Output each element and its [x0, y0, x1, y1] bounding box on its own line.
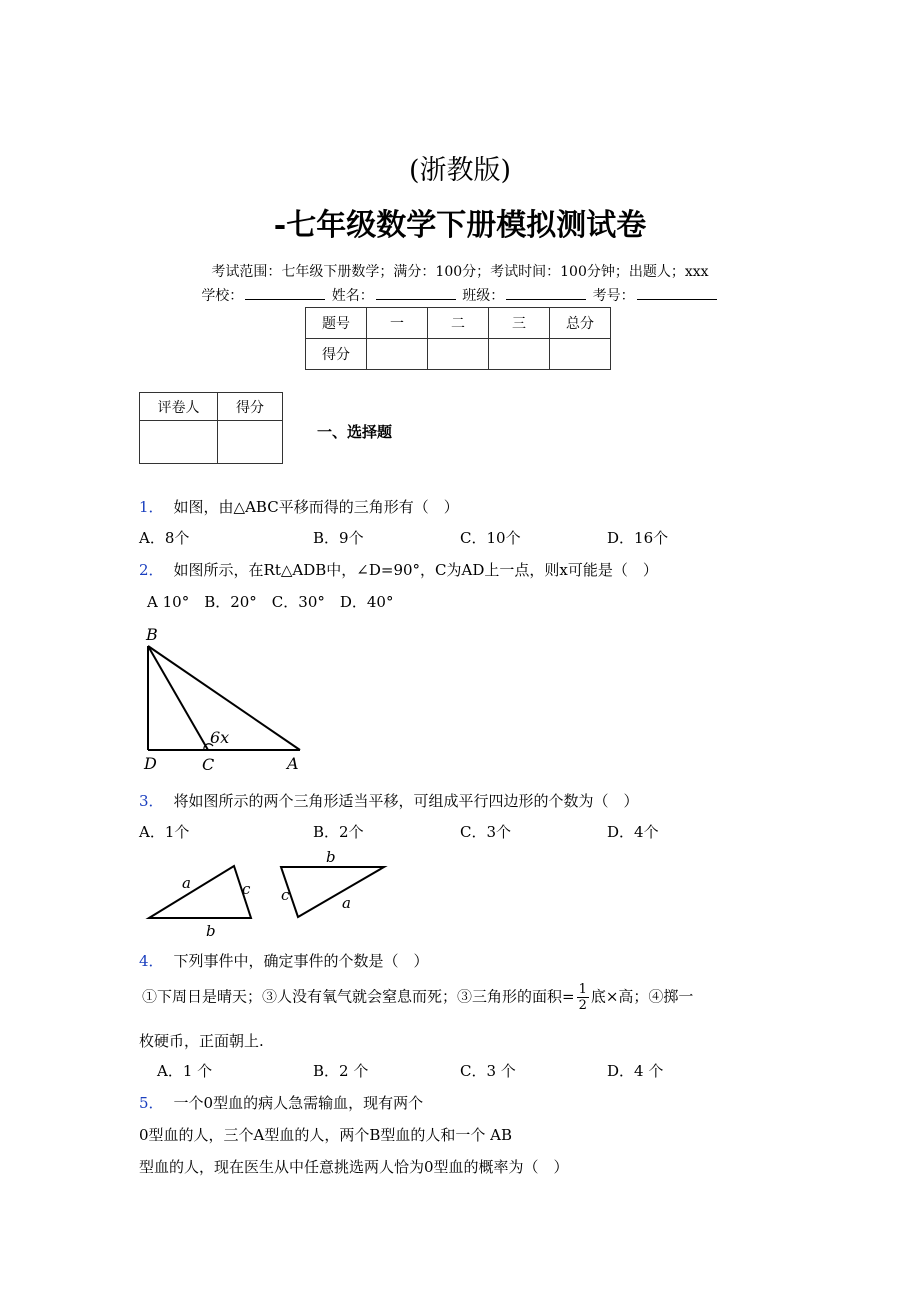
question-text: 将如图所示的两个三角形适当平移，可组成平行四边形的个数为（ ）: [173, 792, 639, 810]
question-number: 1．: [139, 498, 164, 516]
question-5-line-2: 0型血的人，三个A型血的人，两个B型血的人和一个 AB: [139, 1126, 513, 1144]
score-header-cell: 一: [367, 308, 428, 339]
class-label: 班级：: [462, 288, 505, 304]
school-blank[interactable]: [245, 285, 325, 300]
name-label: 姓名：: [331, 288, 374, 304]
score-cell[interactable]: [550, 339, 611, 370]
question-text: 如图所示，在Rt△ADB中，∠D=90°，C为AD上一点，则x可能是（ ）: [173, 561, 658, 579]
vertex-label-d: D: [144, 754, 157, 773]
score-header-cell: 题号: [306, 308, 367, 339]
question-text: 如图，由△ABC平移而得的三角形有（ ）: [173, 498, 459, 516]
question-5-line-3: 型血的人，现在医生从中任意挑选两人恰为0型血的概率为（ ）: [139, 1158, 569, 1176]
question-4-statements: [142, 982, 693, 1013]
triangle-figure-q2: [138, 622, 318, 774]
option-d[interactable]: D．4个: [607, 823, 659, 841]
score-header-cell: 三: [489, 308, 550, 339]
score-row-label: 得分: [306, 339, 367, 370]
side-label-b: b: [206, 922, 216, 940]
question-text: 下列事件中，确定事件的个数是（ ）: [173, 952, 429, 970]
score-header-cell: 二: [428, 308, 489, 339]
statement-text: ①下周日是晴天；③人没有氧气就会窒息而死；③三角形的面积=: [142, 987, 575, 1006]
score-cell[interactable]: [489, 339, 550, 370]
question-1: [139, 496, 459, 517]
number-blank[interactable]: [637, 285, 717, 300]
score-table: [305, 307, 611, 370]
option-c[interactable]: C．3 个: [460, 1062, 516, 1080]
grader-score-header: 得分: [218, 393, 283, 421]
grader-cell[interactable]: [140, 421, 218, 464]
triangles-figure-q3: [140, 848, 390, 940]
number-label: 考号：: [592, 288, 635, 304]
option-b[interactable]: B．2 个: [313, 1062, 369, 1080]
exam-title: -七年级数学下册模拟测试卷: [273, 208, 647, 243]
option-d[interactable]: D．4 个: [607, 1062, 664, 1080]
question-number: 5．: [139, 1094, 164, 1112]
question-number: 2．: [139, 561, 164, 579]
question-number: 4．: [139, 952, 164, 970]
question-5: [139, 1092, 423, 1113]
question-number: 3．: [139, 792, 164, 810]
option-a[interactable]: A．1个: [139, 823, 190, 841]
option-a[interactable]: A．1 个: [157, 1062, 213, 1080]
side-label-c: c: [281, 886, 290, 904]
fraction-denominator: 2: [578, 998, 587, 1013]
option-c[interactable]: C．3个: [460, 823, 512, 841]
fraction-one-half: [577, 982, 589, 1013]
option-b[interactable]: B．9个: [313, 529, 364, 547]
side-label-b: b: [326, 848, 336, 866]
angle-label: 6x: [210, 728, 230, 747]
option-d[interactable]: D．16个: [607, 529, 669, 547]
section-heading: 一、选择题: [317, 423, 393, 441]
edition-label: (浙教版): [408, 155, 512, 186]
option-a[interactable]: A．8个: [139, 529, 190, 547]
vertex-label-c: C: [202, 755, 215, 774]
name-blank[interactable]: [376, 285, 456, 300]
question-2: [139, 559, 658, 580]
question-4-statements-cont: 枚硬币，正面朝上.: [139, 1032, 264, 1050]
class-blank[interactable]: [506, 285, 586, 300]
option-b[interactable]: B．2个: [313, 823, 364, 841]
score-cell[interactable]: [367, 339, 428, 370]
option-c[interactable]: C．10个: [460, 529, 521, 547]
exam-info: 考试范围：七年级下册数学；满分：100分；考试时间：100分钟；出题人；xxx: [211, 264, 709, 280]
question-text: 一个0型血的病人急需输血，现有两个: [173, 1094, 424, 1112]
statement-text: 底×高；④掷一: [590, 987, 694, 1006]
question-3: [139, 790, 639, 811]
question-4: [139, 950, 429, 971]
vertex-label-a: A: [287, 754, 299, 773]
grader-header: 评卷人: [140, 393, 218, 421]
question-2-options[interactable]: A 10° B．20° C．30° D．40°: [147, 593, 394, 611]
score-header-cell: 总分: [550, 308, 611, 339]
vertex-label-b: B: [146, 625, 158, 644]
fraction-numerator: 1: [578, 982, 587, 997]
grader-score-cell[interactable]: [218, 421, 283, 464]
side-label-c: c: [242, 880, 251, 898]
student-fields: [0, 285, 920, 305]
side-label-a: a: [342, 894, 351, 912]
side-label-a: a: [182, 874, 191, 892]
grader-table: [139, 392, 283, 464]
score-cell[interactable]: [428, 339, 489, 370]
school-label: 学校：: [201, 288, 244, 304]
